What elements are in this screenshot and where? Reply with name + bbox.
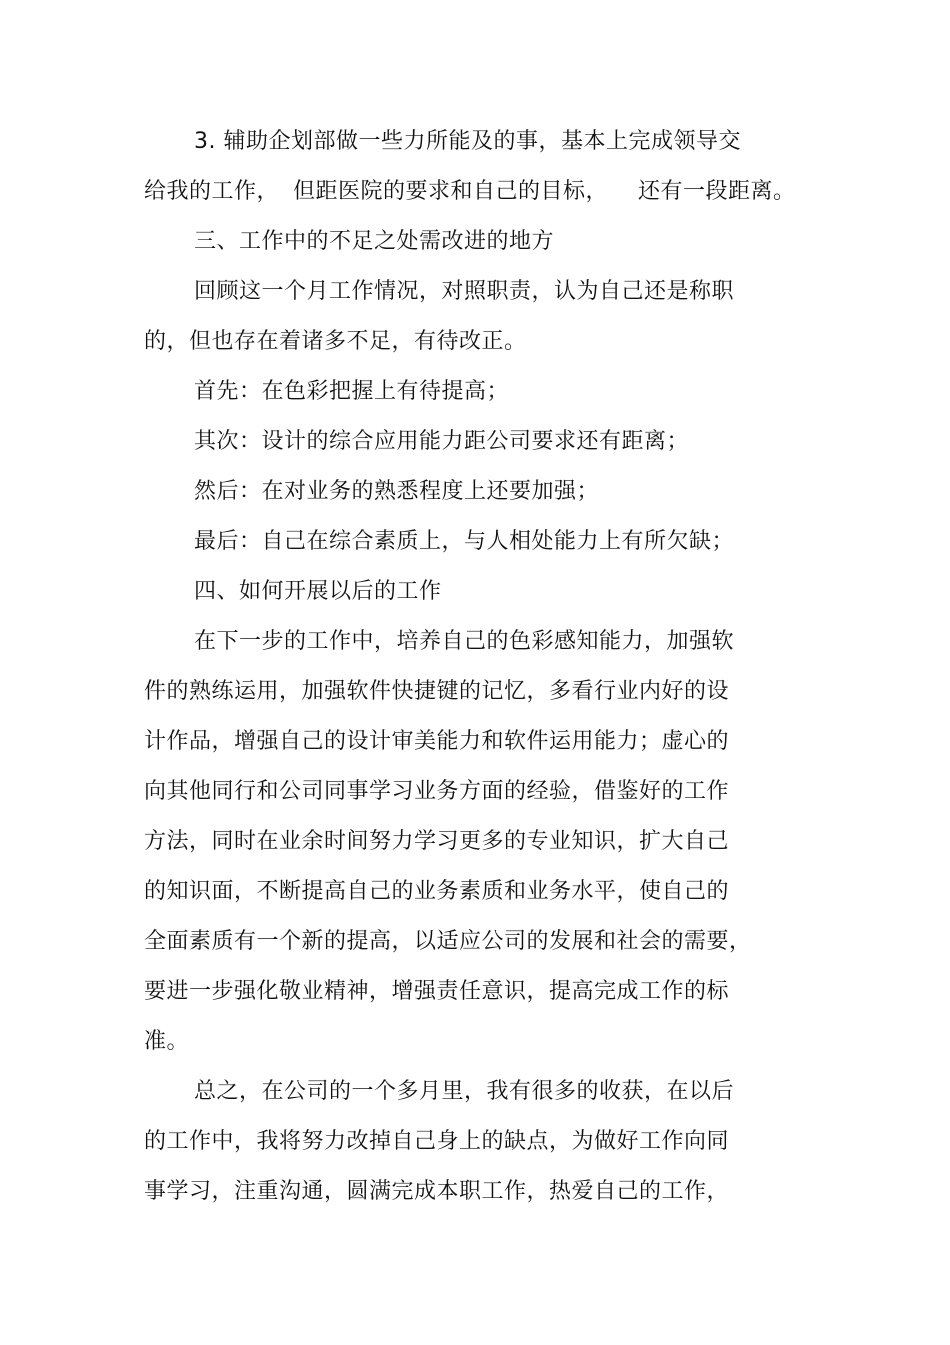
paragraph-line: 3. 辅助企划部做一些力所能及的事，基本上完成领导交 bbox=[194, 129, 741, 154]
paragraph-line: 件的熟练运用，加强软件快捷键的记忆，多看行业内好的设 bbox=[144, 679, 730, 704]
paragraph-line: 要进一步强化敬业精神，增强责任意识，提高完成工作的标 bbox=[144, 979, 730, 1004]
list-item: 最后：自己在综合素质上，与人相处能力上有所欠缺； bbox=[194, 529, 735, 554]
paragraph-line: 计作品，增强自己的设计审美能力和软件运用能力；虚心的 bbox=[144, 729, 730, 754]
paragraph-line: 事学习，注重沟通，圆满完成本职工作，热爱自己的工作， bbox=[144, 1179, 730, 1204]
paragraph-line bbox=[144, 178, 796, 206]
list-item: 然后：在对业务的熟悉程度上还要加强； bbox=[194, 479, 600, 504]
paragraph-line: 的知识面，不断提高自己的业务素质和业务水平，使自己的 bbox=[144, 879, 730, 904]
text-segment: 还有一段距离。 bbox=[638, 179, 796, 204]
text-segment: 但距医院的要求和自己的目标， bbox=[293, 179, 609, 204]
paragraph-line: 在下一步的工作中，培养自己的色彩感知能力，加强软 bbox=[194, 629, 735, 654]
paragraph-line: 回顾这一个月工作情况，对照职责，认为自己还是称职 bbox=[194, 279, 735, 304]
paragraph-line: 方法，同时在业余时间努力学习更多的专业知识，扩大自己 bbox=[144, 829, 730, 854]
paragraph-line: 总之，在公司的一个多月里，我有很多的收获，在以后 bbox=[194, 1079, 735, 1104]
paragraph-line: 准。 bbox=[144, 1029, 190, 1054]
paragraph-line: 全面素质有一个新的提高，以适应公司的发展和社会的需要， bbox=[144, 929, 752, 954]
paragraph-line: 的工作中，我将努力改掉自己身上的缺点，为做好工作向同 bbox=[144, 1129, 730, 1154]
list-item: 其次：设计的综合应用能力距公司要求还有距离； bbox=[194, 429, 690, 454]
paragraph-line: 的，但也存在着诸多不足，有待改正。 bbox=[144, 329, 527, 354]
list-item: 首先：在色彩把握上有待提高； bbox=[194, 379, 510, 404]
text-segment: 给我的工作， bbox=[144, 179, 280, 204]
section-heading: 四、如何开展以后的工作 bbox=[194, 579, 442, 604]
section-heading: 三、工作中的不足之处需改进的地方 bbox=[194, 229, 555, 254]
paragraph-line: 向其他同行和公司同事学习业务方面的经验，借鉴好的工作 bbox=[144, 779, 730, 804]
